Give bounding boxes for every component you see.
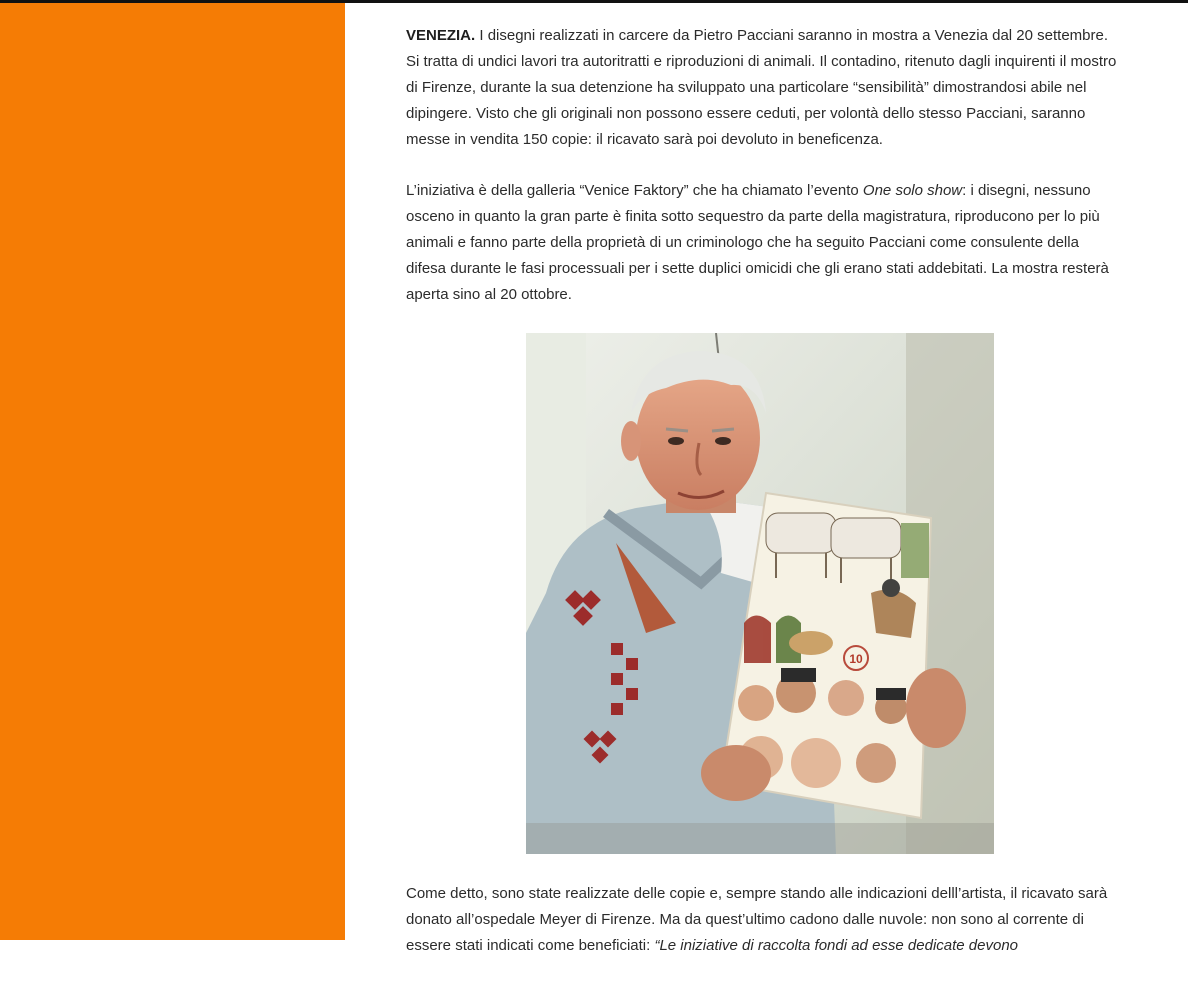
- drawing-number: 10: [849, 652, 863, 666]
- paragraph-1-text: I disegni realizzati in carcere da Pietro Pacciani saranno in mostra a Venezia dal 20 settembre. Si tratta di undici lavori tra autoritratti e riproduzioni di animali. Il contadino, ritenuto dagli inquirenti il mostro di Firenze, durante la sua detenzione ha sviluppato una particolare “sensibilità” dimostrandosi abile nel dipingere. Visto che gli originali non possono essere ceduti, per volontà dello stesso Pacciani, saranno messe in vendita 150 copie: il ricavato sarà poi devoluto in beneficenza.: [406, 27, 1117, 148]
- article-paragraph-1: [406, 23, 1122, 153]
- paragraph-2-text-before: L’iniziativa è della galleria “Venice Faktory” che ha chiamato l’evento: [406, 182, 863, 199]
- article-paragraph-2: [406, 178, 1122, 308]
- paragraph-3-text: Come detto, sono state realizzate delle copie e, sempre stando alle indicazioni delll’artista, il ricavato sarà donato all’ospedale Meyer di Firenze. Ma da quest’ultimo cadono dalle nuvole: non sono al corrente di essere stati indicati come beneficiati:: [406, 885, 1108, 954]
- sidebar-panel: [0, 3, 345, 940]
- dateline: VENEZIA.: [406, 27, 476, 44]
- article-paragraph-3: [406, 881, 1122, 959]
- article-body: [406, 23, 1122, 984]
- paragraph-3-quote: “Le iniziative di raccolta fondi ad esse dedicate devono: [654, 937, 1019, 954]
- paragraph-2-text-after: : i disegni, nessuno osceno in quanto la gran parte è finita sotto sequestro da parte della magistratura, riproducono per lo più animali e fanno parte della proprietà di un criminologo che ha seguito Pacciani come consulente della difesa durante le fasi processuali per i sette duplici omicidi che gli erano stati addebitati. La mostra resterà aperta sino al 20 ottobre.: [406, 182, 1109, 303]
- article-photo: [526, 333, 994, 854]
- article-figure: [406, 333, 1122, 854]
- photo-illustration: [526, 333, 994, 854]
- event-name: One solo show: [862, 182, 963, 199]
